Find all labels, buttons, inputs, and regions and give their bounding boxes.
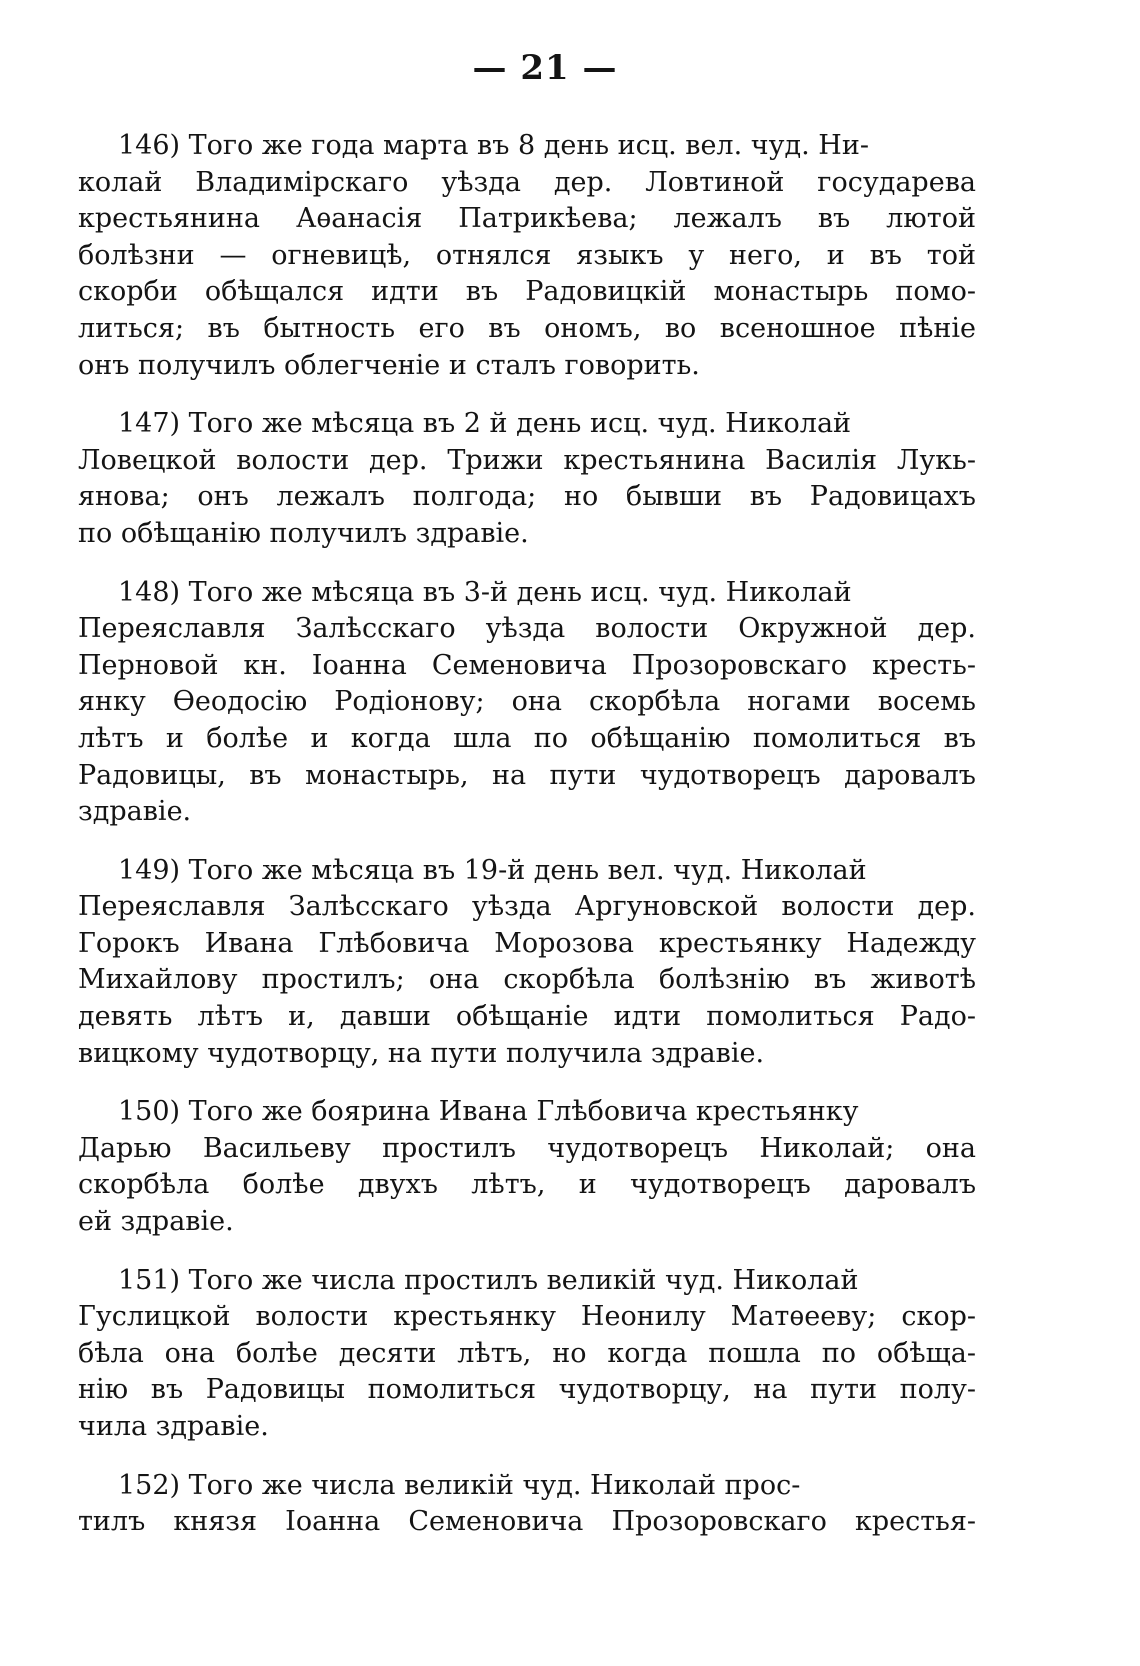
entry-line: здравіе.	[78, 796, 192, 828]
page-number: — 21 —	[472, 48, 618, 88]
entry-line: по обѣщанію получилъ здравіе.	[78, 517, 529, 549]
entry-line: 150) Того же боярина Ивана Глѣбовича крестьянку	[118, 1096, 859, 1128]
entry-line: колай Владимірскаго уѣзда дер. Ловтиной государева	[78, 166, 976, 198]
entry-line: Радовицы, въ монастырь, на пути чудотворецъ даровалъ	[78, 759, 976, 791]
entry-line: крестьянина Аѳанасія Патрикѣева; лежалъ въ лютой	[78, 203, 976, 235]
entry-line: ей здравіе.	[78, 1206, 234, 1238]
entry-line: 148) Того же мѣсяца въ 3-й день исц. чуд. Николай	[118, 576, 852, 608]
text-body	[78, 128, 976, 1563]
entry-line: бѣла она болѣе десяти лѣтъ, но когда пошла по обѣща-	[78, 1337, 976, 1369]
entry-line: Горокъ Ивана Глѣбовича Морозова крестьянку Надежду	[78, 927, 976, 959]
entry-line: 147) Того же мѣсяца въ 2 й день исц. чуд. Николай	[118, 408, 852, 440]
entry-line: янова; онъ лежалъ полгода; но бывши въ Радовицахъ	[78, 481, 976, 513]
entry-line: 149) Того же мѣсяца въ 19-й день вел. чуд. Николай	[118, 854, 867, 886]
entry-line: литься; въ бытность его въ ономъ, во всеношное пѣніе	[78, 312, 976, 344]
entry-line: Гуслицкой волости крестьянку Неонилу Матѳееву; скор-	[78, 1301, 976, 1333]
entry-line: чила здравіе.	[78, 1411, 269, 1442]
entry-line: девять лѣтъ и, давши обѣщаніе идти помолиться Радо-	[78, 1001, 976, 1033]
entry-148	[78, 575, 976, 831]
entry-line: вицкому чудотворцу, на пути получила здравіе.	[78, 1037, 765, 1069]
entry-line: Дарью Васильеву простилъ чудотворецъ Николай; она	[78, 1132, 976, 1164]
entry-line: янку Ѳеодосію Родіонову; она скорбѣла ногами восемь	[78, 686, 976, 718]
entry-line: скорби обѣщался идти въ Радовицкій монастырь помо-	[78, 276, 976, 308]
entry-146	[78, 128, 976, 384]
entry-149	[78, 853, 976, 1073]
entry-line: тилъ князя Іоанна Семеновича Прозоровскаго крестья-	[78, 1506, 976, 1538]
entry-150	[78, 1094, 976, 1240]
entry-line: Переяславля Залѣсскаго уѣзда Аргуновской волости дер.	[78, 891, 976, 923]
entry-line: Переяславля Залѣсскаго уѣзда волости Окружной дер.	[78, 613, 976, 645]
entry-line: Ловецкой волости дер. Трижи крестьянина Василія Лукь-	[78, 444, 976, 476]
entry-151	[78, 1263, 976, 1446]
entry-line: 152) Того же числа великій чуд. Николай прос-	[118, 1469, 801, 1501]
entry-line: скорбѣла болѣе двухъ лѣтъ, и чудотворецъ даровалъ	[78, 1169, 976, 1201]
entry-line: болѣзни — огневицѣ, отнялся языкъ у него, и въ той	[78, 239, 976, 271]
entry-line: 151) Того же числа простилъ великій чуд. Николай	[118, 1264, 859, 1296]
entry-line: нію въ Радовицы помолиться чудотворцу, на пути полу-	[78, 1374, 976, 1406]
entry-line: 146) Того же года марта въ 8 день исц. вел. чуд. Ни-	[118, 130, 869, 161]
entry-line: Михайлову простилъ; она скорбѣла болѣзнію въ животѣ	[78, 964, 976, 996]
entry-152	[78, 1468, 976, 1541]
entry-line: лѣтъ и болѣе и когда шла по обѣщанію помолиться въ	[78, 722, 976, 754]
entry-147	[78, 406, 976, 552]
entry-line: Перновой кн. Іоанна Семеновича Прозоровскаго кресть-	[78, 649, 976, 681]
entry-line: онъ получилъ облегченіе и сталъ говорить.	[78, 349, 700, 381]
